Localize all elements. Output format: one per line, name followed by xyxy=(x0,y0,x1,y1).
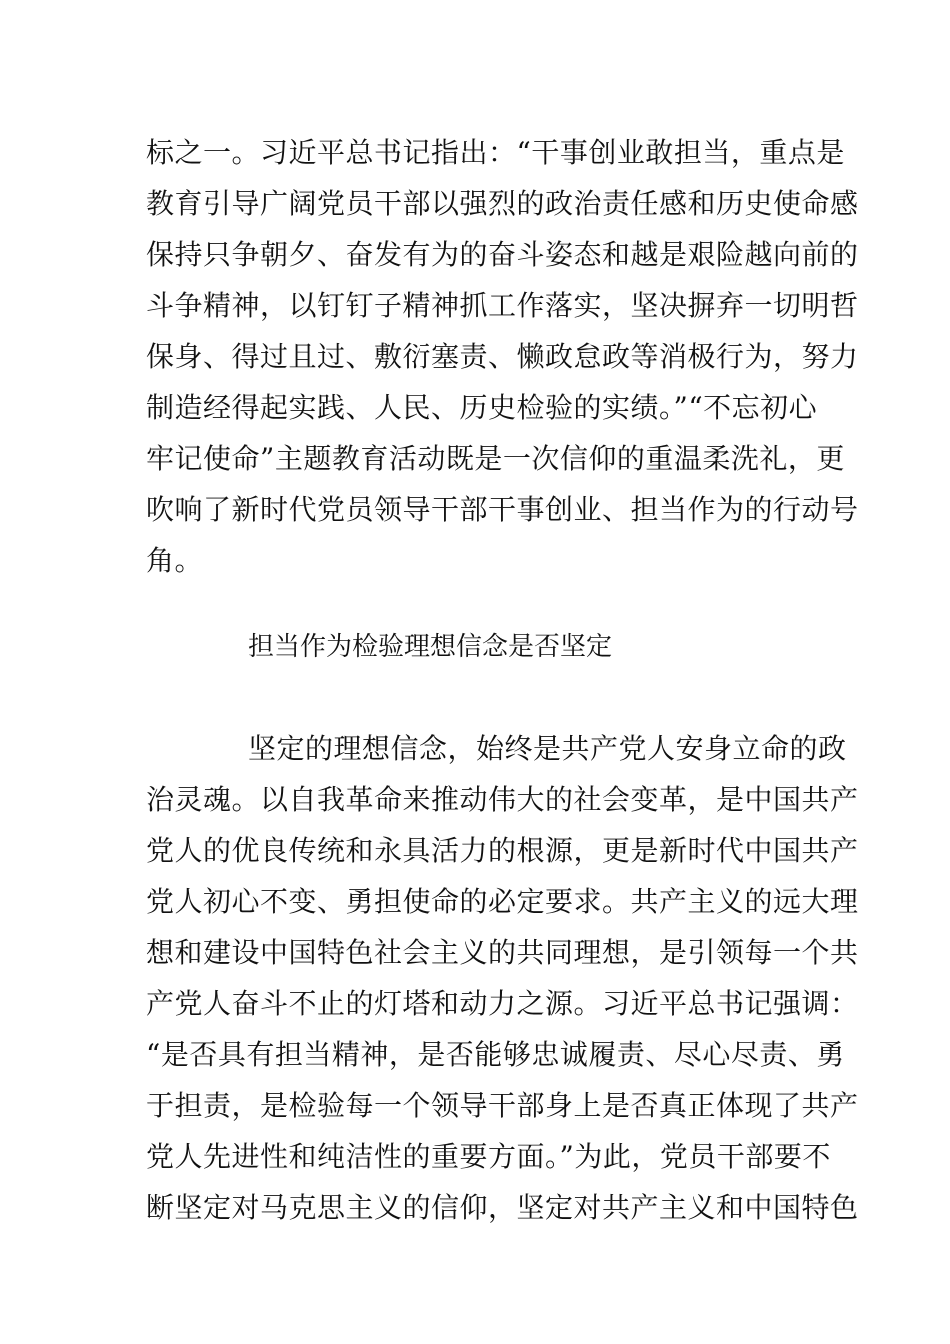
paragraph-line: 标之一。习近平总书记指出：“干事创业敢担当，重点是 xyxy=(146,136,845,169)
paragraph-line: 保持只争朝夕、奋发有为的奋斗姿态和越是艰险越向前的 xyxy=(146,238,859,271)
paragraph-line: 制造经得起实践、人民、历史检验的实绩。”“不忘初心 xyxy=(146,391,818,424)
section-heading: 担当作为检验理想信念是否坚定 xyxy=(248,632,613,662)
paragraph-line: 党人初心不变、勇担使命的必定要求。共产主义的远大理 xyxy=(146,885,859,918)
paragraph-line: 党人的优良传统和永具活力的根源，更是新时代中国共产 xyxy=(146,834,859,867)
paragraph-line: 角。 xyxy=(146,544,204,577)
paragraph-line: 坚定的理想信念，始终是共产党人安身立命的政 xyxy=(248,732,847,765)
paragraph-line: 于担责，是检验每一个领导干部身上是否真正体现了共产 xyxy=(146,1089,859,1122)
paragraph-line: 斗争精神，以钉钉子精神抓工作落实，坚决摒弃一切明哲 xyxy=(146,289,859,322)
paragraph-1 xyxy=(146,127,859,586)
paragraph-line: 教育引导广阔党员干部以强烈的政治责任感和历史使命感 xyxy=(146,187,859,220)
paragraph-line: “是否具有担当精神，是否能够忠诚履责、尽心尽责、勇 xyxy=(146,1038,845,1071)
paragraph-line: 保身、得过且过、敷衍塞责、懒政怠政等消极行为，努力 xyxy=(146,340,859,373)
paragraph-line: 断坚定对马克思主义的信仰，坚定对共产主义和中国特色 xyxy=(146,1191,859,1224)
paragraph-line: 想和建设中国特色社会主义的共同理想，是引领每一个共 xyxy=(146,936,859,969)
paragraph-2 xyxy=(146,723,859,1233)
paragraph-line: 产党人奋斗不止的灯塔和动力之源。习近平总书记强调： xyxy=(146,987,859,1020)
paragraph-line: 党人先进性和纯洁性的重要方面。”为此，党员干部要不 xyxy=(146,1140,831,1173)
paragraph-line: 牢记使命”主题教育活动既是一次信仰的重温柔洗礼，更 xyxy=(146,442,845,475)
paragraph-line: 治灵魂。以自我革命来推动伟大的社会变革，是中国共产 xyxy=(146,783,859,816)
paragraph-line: 吹响了新时代党员领导干部干事创业、担当作为的行动号 xyxy=(146,493,859,526)
